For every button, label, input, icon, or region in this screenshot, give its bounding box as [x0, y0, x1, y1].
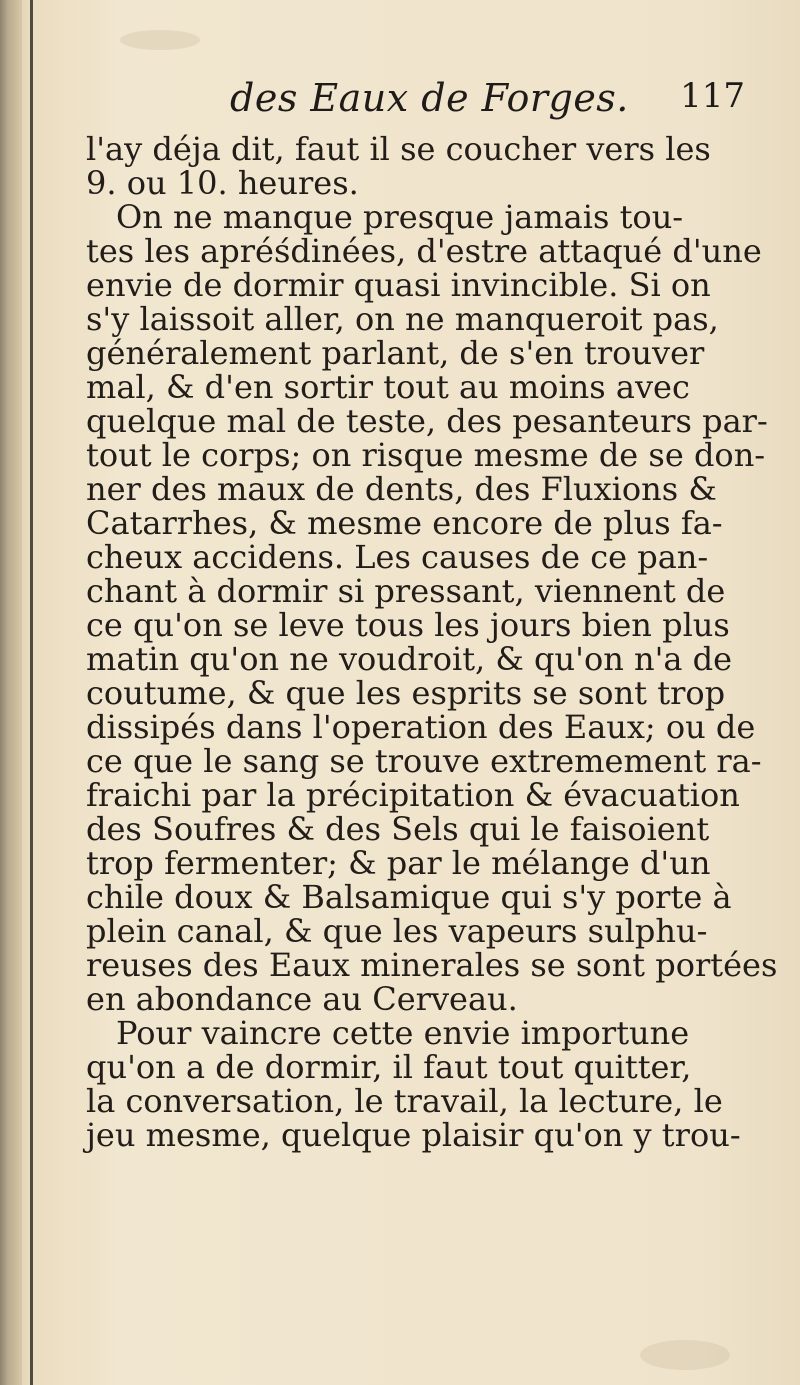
page-number: 117 [680, 76, 745, 116]
text-line: plein canal, & que les vapeurs sulphu- [86, 912, 708, 950]
text-line: généralement parlant, de s'en trouver [86, 334, 705, 372]
text-line: envie de dormir quasi invincible. Si on [86, 266, 711, 304]
text-line: dissipés dans l'operation des Eaux; ou de [86, 708, 756, 746]
book-spine [0, 0, 22, 1385]
text-line: qu'on a de dormir, il faut tout quitter, [86, 1048, 692, 1086]
text-line: quelque mal de teste, des pesanteurs par- [86, 402, 768, 440]
page-header [220, 76, 745, 126]
text-line: fraichi par la précipitation & évacuation [86, 776, 740, 814]
running-head: des Eaux de Forges. [230, 76, 629, 120]
text-line: matin qu'on ne voudroit, & qu'on n'a de [86, 640, 733, 678]
text-line: chant à dormir si pressant, viennent de [86, 572, 726, 610]
text-line: jeu mesme, quelque plaisir qu'on y trou- [86, 1116, 741, 1154]
text-line: tout le corps; on risque mesme de se don- [86, 436, 766, 474]
text-line: ce qu'on se leve tous les jours bien plus [86, 606, 730, 644]
text-line: Catarrhes, & mesme encore de plus fa- [86, 504, 723, 542]
text-line: trop fermenter; & par le mélange d'un [86, 844, 711, 882]
paper-stain [640, 1340, 730, 1370]
text-line: Pour vaincre cette envie importune [116, 1014, 690, 1052]
text-line: 9. ou 10. heures. [86, 164, 359, 202]
text-line: chile doux & Balsamique qui s'y porte à [86, 878, 732, 916]
paper-stain [120, 30, 200, 50]
text-line: la conversation, le travail, la lecture, le [86, 1082, 723, 1120]
text-line: des Soufres & des Sels qui le faisoient [86, 810, 710, 848]
text-line: cheux accidens. Les causes de ce pan- [86, 538, 709, 576]
text-line: l'ay déja dit, faut il se coucher vers les [86, 130, 711, 168]
text-line: s'y laissoit aller, on ne manqueroit pas, [86, 300, 719, 338]
gutter-line [30, 0, 33, 1385]
text-line: mal, & d'en sortir tout au moins avec [86, 368, 690, 406]
body-text [86, 130, 778, 1154]
text-line: ner des maux de dents, des Fluxions & [86, 470, 717, 508]
text-line: en abondance au Cerveau. [86, 980, 518, 1018]
text-line: reuses des Eaux minerales se sont portées [86, 946, 778, 984]
text-line: On ne manque presque jamais tou- [116, 198, 684, 236]
text-line: tes les apréśdinées, d'estre attaqué d'une [86, 232, 762, 270]
text-line: ce que le sang se trouve extremement ra- [86, 742, 762, 780]
text-line: coutume, & que les esprits se sont trop [86, 674, 726, 712]
